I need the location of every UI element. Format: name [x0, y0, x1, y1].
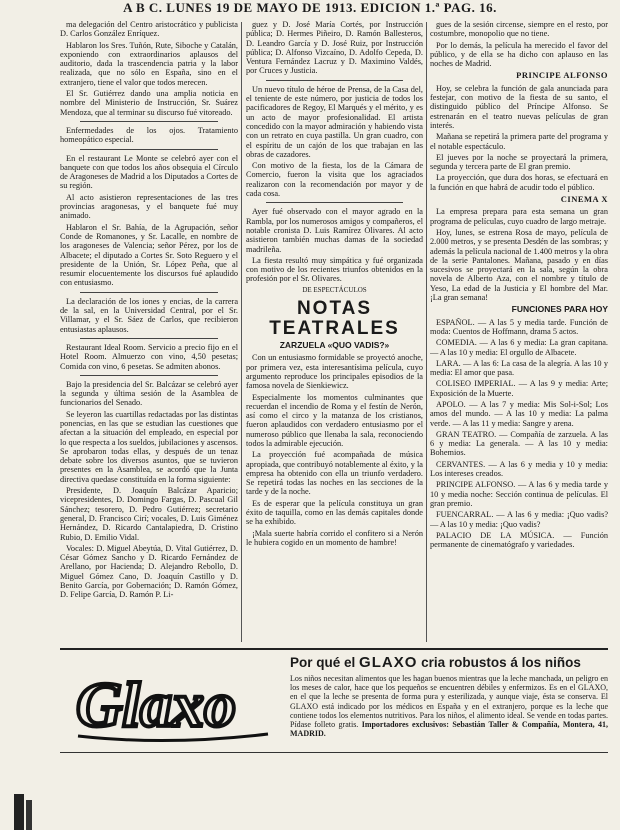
article-paragraph: Bajo la presidencia del Sr. Balcázar se celebró ayer la segunda y última sesión de la Asamblea de funcionarios del Senado. — [60, 379, 238, 408]
article-paragraph: Mañana se repetirá la primera parte del programa y el notable espectáculo. — [430, 132, 608, 151]
listing-item: CERVANTES. — A las 6 y media y 10 y media: Los intereses creados. — [430, 459, 608, 479]
ad-body — [290, 674, 608, 738]
article-paragraph: Hablaron el Sr. Bahía, de la Agrupación, señor Conde de Romanones, y Sr. Lacalle, en nombre de los aragoneses de Valencia; señor Pérez, por los de Albacete; el diputado a Cortes Sr. Soto Reguero y el presidente de la Unión, Sr. López Peña, que al resumir elocuentemente los discursos fué aplaudido con entusiasmo. — [60, 222, 238, 288]
article-paragraph: La proyección, que dura dos horas, se efectuará en la función en que habrá de acudir todo el público. — [430, 173, 608, 192]
section-heading: CINEMA X — [560, 194, 608, 205]
listing-item: LARA. — A las 6: La casa de la alegría. A las 10 y media: El amor que pasa. — [430, 358, 608, 378]
page-edge-mark — [12, 790, 38, 830]
section-title: NOTAS TEATRALES — [269, 298, 400, 340]
article-paragraph: La fiesta resultó muy simpática y fué organizada con motivo de los recientes triunfos obtenidos en la profesión por el Sr. Olivares. — [246, 255, 423, 284]
page-masthead: A B C. LUNES 19 DE MAYO DE 1913. EDICION 1.ª PAG. 16. — [123, 0, 497, 15]
article-paragraph: Enfermedades de los ojos. Tratamiento homeopático especial. — [60, 125, 238, 145]
listing-item: ESPAÑOL. — A las 5 y media tarde. Función de moda: Cuentos de Hoffmann, drama 5 actos. — [430, 317, 608, 336]
listing-item: GRAN TEATRO. — Compañía de zarzuela. A las 6 y media: La generala. — A las 10 y media: Bohemios. — [430, 429, 608, 458]
article-paragraph: Al acto asistieron representaciones de las tres provincias aragonesas, y el banquete fué muy animado. — [60, 192, 238, 221]
article-paragraph: La proyección fué acompañada de música apropiada, que contribuyó notablemente al éxito, y la empresa ha obtenido con ella un triunfo verdadero. Se repetirá todas las noches en las secciones de la tarde y de la noche. — [246, 450, 423, 497]
divider — [80, 375, 218, 376]
divider — [80, 121, 218, 122]
column-3 — [430, 20, 608, 646]
ad-rule — [60, 648, 608, 650]
article-paragraph: Por lo demás, la película ha merecido el favor del público, y de ella se ha dicho con aplauso en las noches de Madrid. — [430, 40, 608, 69]
article-paragraph: Hoy, se celebra la función de gala anunciada para festejar, con motivo de la fiesta de su santo, el distinguido público del Príncipe Alfonso. Se estrenarán en el teatro nuevas películas de gran interés. — [430, 83, 608, 130]
listing-item: COLISEO IMPERIAL. — A las 9 y media: Arte; Exposición de la Muerte. — [430, 379, 608, 398]
ad-importers: Importadores exclusivos: Sebastián Taller & Compañía, Montera, 41, MADRID. — [290, 720, 608, 739]
logo-text: Glaxo — [76, 669, 236, 740]
column-rule — [241, 22, 242, 642]
article-paragraph: Vocales: D. Miguel Abeytúa, D. Vital Gutiérrez, D. César Gómez Sancho y D. Ricardo Fernández de Arellano, por Hacienda; D. Alejandro Rebollo, D. Miguel Gómez Cano, D. Joaquín Castillo y D. Benito García, por Gobernación; D. Ramón Gómez, D. Felipe García, D. Ramón P. Li- — [60, 543, 238, 600]
article-paragraph: El jueves por la noche se proyectará la primera, segunda y tercera parte de El gran premio. — [430, 152, 608, 172]
ad-headline-pre: Por qué el — [290, 655, 356, 670]
edge-bar — [14, 794, 24, 830]
listing-item: APOLO. — A las 7 y media: Mis Sol-i-Sol; Los amos del mundo. — A las 10 y media: La palma verde. — A las 11 y media: Sangre y arena. — [430, 399, 608, 428]
article-paragraph: Ayer fué observado con el mayor agrado en la Rambla, por los numerosos amigos y compañeros, el notable cronista D. Luis Ramírez Olivares. Al acto asistieron también muchas damas de la sociedad madrileña. — [246, 207, 423, 254]
section-heading: PRINCIPE ALFONSO — [516, 70, 608, 81]
article-paragraph: guez y D. José María Cortés, por Instrucción pública; D. Hermes Piñeiro, D. Ramón Ballesteros, D. Leandro García y D. José Ruiz, por Instrucción pública; D. Alfonso Vizcaíno, D. Adolfo Cepeda, D. Ventura Fernández Lacruz y D. Maximino Valdés, por Cruces y Justicia. — [246, 20, 423, 76]
listing-item: PRINCIPE ALFONSO. — A las 6 y media tarde y 10 y media noche: Sección continua de películas. El gran premio. — [430, 480, 608, 508]
section-label: DE ESPECTÁCULOS — [302, 285, 367, 294]
article-paragraph: gues de la sesión circense, siempre en el resto, por costumbre, monopolio que no tiene. — [430, 20, 608, 39]
article-paragraph: El Sr. Gutiérrez dando una amplia noticia en nombre del Ministerio de Instrucción, Sr. Suárez Mendoza, que al terminar su discurso fué vitoreado. — [60, 89, 238, 117]
listing-item: COMEDIA. — A las 6 y media: La gran capitana. — A las 10 y media: El orgullo de Albacete. — [430, 338, 608, 357]
article-paragraph: Especialmente los momentos culminantes que recuerdan el incendio de Roma y el festín de Nerón, así como el circo y la matanza de los cristianos, fueron aplaudidos con verdadero entusiasmo por el numeroso público que llenaba la sala, reconociendo todos la admirable ejecución. — [246, 392, 423, 448]
article-paragraph: Restaurant Ideal Room. Servicio a precio fijo en el Hotel Room. Almuerzo con vino, 4,50 pesetas; Comida con vino, 6 pesetas. Se admiten abonos. — [60, 342, 238, 371]
article-paragraph: ¡Mala suerte habría corrido el confitero si a Nerón le hubiera cogido en un momento de hambre! — [246, 528, 423, 547]
column-2 — [246, 20, 423, 646]
listing-item: FUENCARRAL. — A las 6 y media: ¡Quo vadis? — A las 10 y media: ¡Quo vadis? — [430, 510, 608, 529]
article-paragraph: Hablaron los Sres. Tuñón, Rute, Siboche y Catalán, exponiendo con extraordinarios aplausos del auditorio, dada la trascendencia patria y la labor realizada, que no sólo en España, sino en el extranjero, tiene el valor que todos merecen. — [60, 40, 238, 87]
divider — [80, 292, 218, 293]
article-paragraph: La declaración de los iones y encias, de la carrera de la sal, en la Universidad Central, por el Sr. Villamar, y el Sr. Sáez de Carlos, que recibieron entusiastas aplausos. — [60, 296, 238, 334]
section-heading: FUNCIONES PARA HOY — [511, 304, 608, 315]
ad-body-text: Los niños necesitan alimentos que les hagan buenos mientras que la leche manchada, un peligro en los meses de calor, hace que los pequeños se encuentren débiles y enfermizos. Es en el GLAXO, en el que la leche se presenta de forma pura y esterilizada, y aunque viaje, ésta se conserva. El GLAXO está indicado por los médicos en España y en el extranjero, porque es la leche que contiene todos los elementos nutritivos. Para los niños, el alimento ideal. Se vende en todas partes. Pídase folleto gratis. — [290, 674, 608, 730]
bottom-rule — [60, 752, 608, 753]
ad-headline-post: cria robustos á los niños — [421, 655, 581, 670]
glaxo-advertisement — [60, 652, 608, 750]
divider — [80, 338, 218, 339]
article-paragraph: Se leyeron las cuartillas redactadas por las distintas ponencias, en las que se estudian las cuestiones que afectan a la situación del empleado, en especial por lo que respecta a los sueldos, jubilaciones y ascensos. Se aprobaron todas ellas, y después de un tenaz debate sobre los diversos asuntos, que se tuvieron presentes en la Asamblea, se acordó que la Junta directiva quedase constituída en la forma siguiente: — [60, 409, 238, 484]
section-subtitle: ZARZUELA «QUO VADIS?» — [279, 340, 390, 351]
divider — [266, 80, 403, 81]
article-paragraph: La empresa prepara para esta semana un gran programa de películas, cuyo cuadro de largo metraje. — [430, 207, 608, 226]
article-paragraph: En el restaurant Le Monte se celebró ayer con el banquete con que todos los años obsequia el Círculo de Aragoneses de Madrid a los Diputados a Cortes de su región. — [60, 153, 238, 191]
divider — [80, 149, 218, 150]
column-1 — [60, 20, 238, 646]
article-paragraph: Presidente, D. Joaquín Balcázar Aparicio; vicepresidentes, D. Domingo Fargas, D. Pascual Gil Sánchez; tesorero, D. Pedro Gutiérrez; secretario general, D. Francisco Cirí; vocales, D. Luis Giménez Hernández, D. Ricardo Cantalapiedra, D. Cristino Rubio, D. Emilio Vidal. — [60, 486, 238, 542]
article-paragraph: Un nuevo título de héroe de Prensa, de la Casa del, el teniente de este número, por justicia de todos los pacificadores de Regoy, El Marqués y el mérito, y es un acto de mayor profesionalidad. El artista concedido con la mayor admiración y habiendo vista con un retrato en cuya pastilla. Un gran cuadro, con el espíritu de un cajón de los que trabajan en las obras de cazadores. — [246, 84, 423, 159]
listing-item: PALACIO DE LA MÚSICA. — Función permanente de cinematógrafo y variedades. — [430, 530, 608, 550]
divider — [266, 202, 403, 203]
column-rule — [426, 22, 427, 642]
ad-headline — [290, 654, 608, 671]
article-paragraph: ma delegación del Centro aristocrático y publicista D. Carlos González Enríquez. — [60, 20, 238, 39]
glaxo-logo — [68, 656, 278, 748]
ad-headline-brand: GLAXO — [359, 654, 418, 671]
article-paragraph: Con un entusiasmo formidable se proyectó anoche, por primera vez, esta interesantísima película, cuyo argumento reproduce los principales episodios de la famosa novela de Sienkiewicz. — [246, 353, 423, 391]
article-paragraph: Es de esperar que la película constituya un gran éxito de taquilla, como en las demás capitales donde se ha exhibido. — [246, 498, 423, 527]
article-paragraph: Con motivo de la fiesta, los de la Cámara de Comercio, fueron la visita que los agraciados realizaron con la recomendación por mayor y de cada cosa. — [246, 161, 423, 199]
article-paragraph: Hoy, lunes, se estrena Rosa de mayo, película de 2.000 metros, y se presenta Desdén de las sombras; y además la película nacional de 1.400 metros y la obra de la serie Pantalones. Mañana, pasado y en días sucesivos se proyectará en la sala, según la obra novela de Alberto Aza, con el nombre y título de Yeso, La edad de la Justicia y El hombre del Mar. ¡La gran semana! — [430, 227, 608, 303]
edge-bar — [26, 800, 32, 830]
